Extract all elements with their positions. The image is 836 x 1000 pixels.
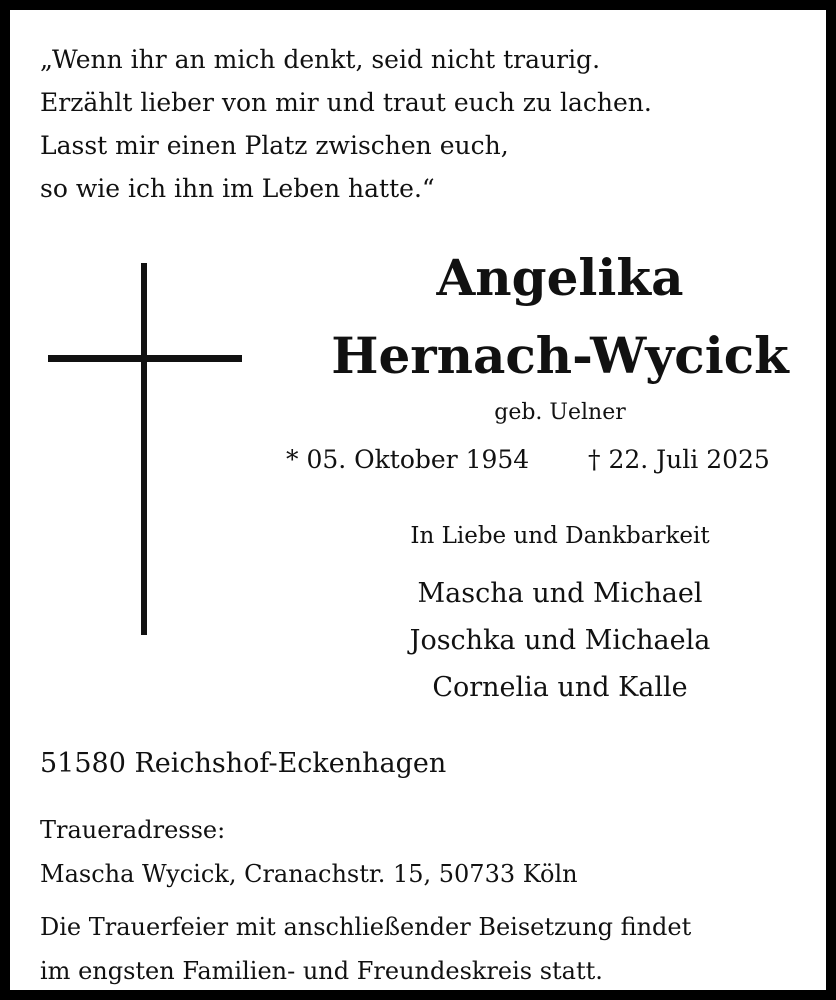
mourning-address-label: Traueradresse: (40, 816, 226, 844)
maiden-name: geb. Uelner (494, 400, 626, 425)
mourning-address-value: Mascha Wycick, Cranachstr. 15, 50733 Köln (40, 860, 578, 888)
survivor-line: Mascha und Michael (417, 578, 703, 609)
death-date: † 22. Juli 2025 (588, 445, 770, 474)
quote-line: „Wenn ihr an mich denkt, seid nicht traurig. (40, 45, 601, 74)
quote-line: so wie ich ihn im Leben hatte.“ (40, 174, 435, 203)
mourning-address (40, 808, 578, 896)
deceased-last-name: Hernach-Wycick (331, 326, 789, 385)
cross-horizontal-bar (48, 355, 242, 362)
funeral-note-line: Die Trauerfeier mit anschließender Beisetzung findet (40, 913, 692, 941)
city-line: 51580 Reichshof-Eckenhagen (40, 748, 447, 779)
survivors-list (280, 570, 836, 711)
quote-line: Erzählt lieber von mir und traut euch zu lachen. (40, 88, 652, 117)
survivor-line: Joschka und Michaela (409, 625, 711, 656)
thanks-line: In Liebe und Dankbarkeit (410, 523, 710, 549)
deceased-first-name: Angelika (436, 248, 684, 307)
survivor-line: Cornelia und Kalle (432, 672, 688, 703)
cross-vertical-bar (141, 263, 147, 635)
funeral-note-line: im engsten Familien- und Freundeskreis statt. (40, 957, 603, 985)
quote-line: Lasst mir einen Platz zwischen euch, (40, 131, 509, 160)
funeral-note (40, 905, 691, 993)
birth-date: * 05. Oktober 1954 (286, 445, 530, 474)
memorial-quote (40, 38, 652, 210)
